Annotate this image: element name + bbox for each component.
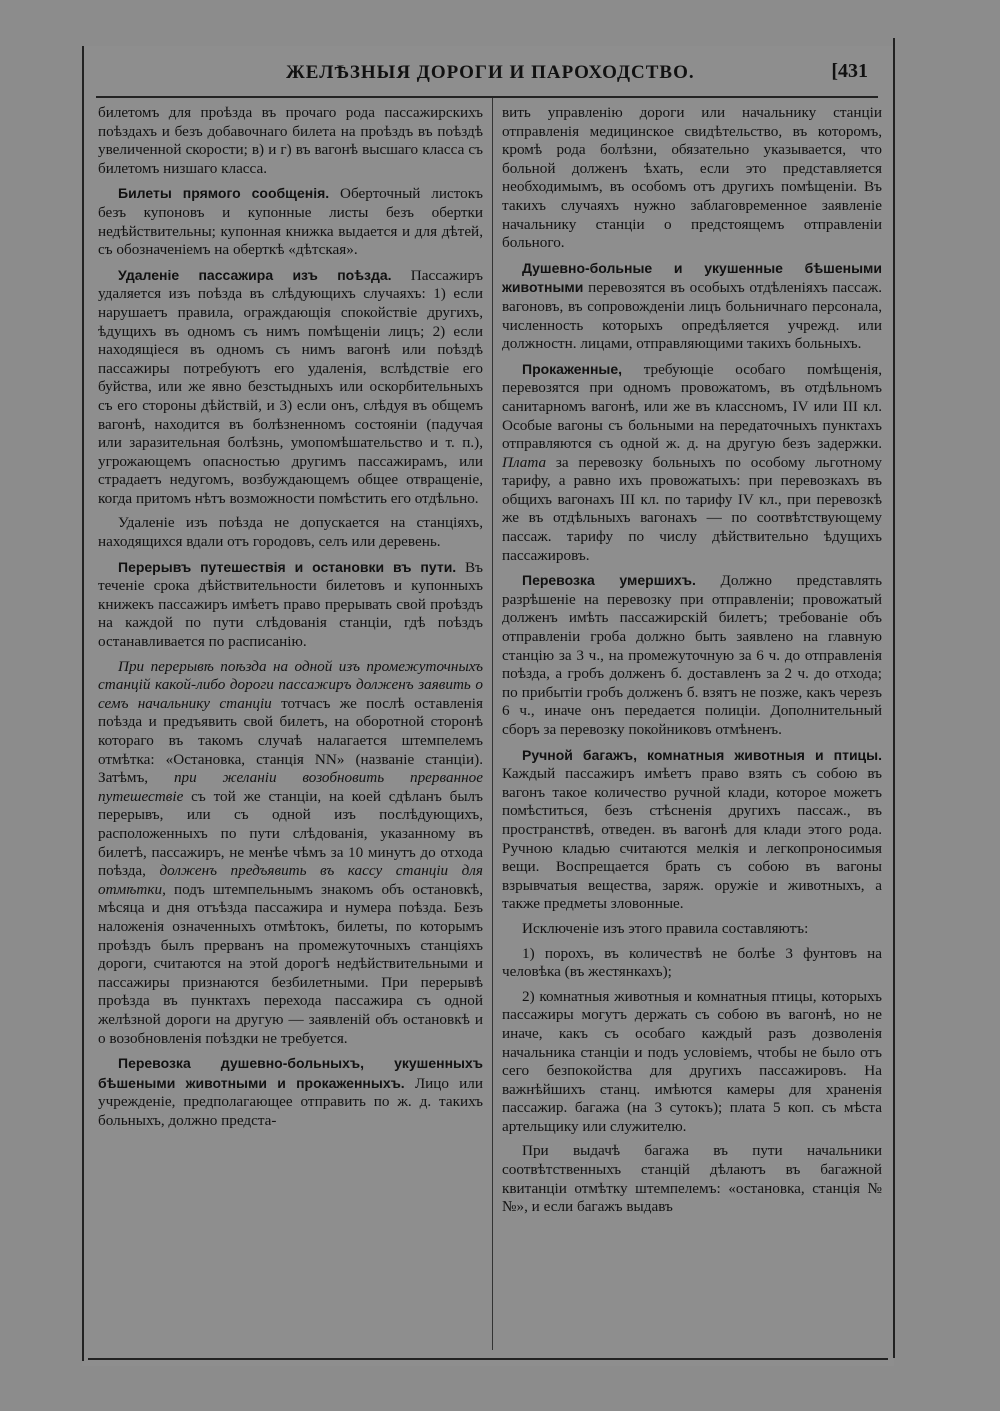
section-heading: Перерывъ путешествія и остановки въ пути. xyxy=(118,558,457,575)
paragraph: вить управленію дороги или начальнику станціи отправленія медицинское свидѣтельство, въ которомъ, кромѣ рода болѣзни, обязательно указывается, что больной долженъ ѣхать, если это представляется необходимымъ, въ особомъ отъ другихъ помѣщеніи. Въ такихъ случаяхъ нужно заблаговременное заявленіе начальнику станціи о предстоящемъ отправленіи больного. xyxy=(502,104,882,252)
section-heading: Перевозка душевно-больныхъ, укушенныхъ бѣшеными животными и прокаженныхъ. xyxy=(98,1055,483,1091)
header-rule xyxy=(96,96,878,98)
paragraph: Перевозка умершихъ. Должно представлять разрѣшеніе на перевозку при отправленіи; провожатый долженъ имѣть пассажирскій билетъ; требованіе объ отправленіи гроба должно быть заявлено на главную станцію за 3 ч., на промежуточную за 6 ч. до отправленія поѣзда, а гробъ долженъ б. доставленъ за 2 ч. до отхода; по прибытіи гробъ долженъ б. взятъ не позже, какъ черезъ 6 ч., иначе онъ передается полиціи. Дополнительный сборъ за перевозку покойниковъ отмѣненъ. xyxy=(502,572,882,738)
left-column xyxy=(98,104,483,1136)
section-heading: Билеты прямого сообщенія. xyxy=(118,185,330,202)
paragraph: Перевозка душевно-больныхъ, укушенныхъ бѣшеными животными и прокаженныхъ. Лицо или учрежденіе, предполагающее отправить по ж. д. такихъ больныхъ, должно предста- xyxy=(98,1055,484,1129)
paragraph: Исключеніе изъ этого правила составляютъ: xyxy=(522,919,809,937)
paragraph: Прокаженные, требующіе особаго помѣщенія, перевозятся при одномъ провожатомъ, въ отдѣльномъ санитарномъ вагонѣ, или же въ классномъ, IV или III кл. Особые вагоны съ больными на передаточныхъ пунктахъ отправляются съ одной ж. д. на другую безъ задержки. Плата за перевозку больныхъ по особому льготному тарифу, а равно ихъ провожатыхъ: при перевозкахъ въ общихъ вагонахъ III кл. по тарифу IV кл., при перевозкѣ же въ отдѣльныхъ вагонахъ — по соотвѣтствующему пассаж. тарифу по числу дѣйствительно ѣдущихъ пассажировъ. xyxy=(502,360,882,564)
section-heading: Ручной багажъ, комнатныя животныя и птицы. xyxy=(522,746,882,763)
paragraph: При перерывѣ поѣзда на одной изъ промежуточныхъ станцій какой-либо дороги пассажиръ долженъ заявить о семъ начальнику станціи тотчасъ же послѣ оставленія поѣзда и предъявить свой билетъ, на оборотной сторонѣ котораго въ такомъ случаѣ налагается штемпелемъ отмѣтка: «Остановка, станція NN» (названіе станціи). Затѣмъ, при желаніи возобновить прерванное путешествіе съ той же станціи, на коей сдѣланъ былъ перерывъ, или съ одной изъ послѣдующихъ, расположенныхъ по пути слѣдованія, указанному въ билетѣ, пассажиръ, не менѣе чѣмъ за 10 минутъ до отхода поѣзда, долженъ предъявить въ кассу станціи для отмѣтки, подъ штемпельнымъ знакомъ объ остановкѣ, мѣсяца и дня отъѣзда пассажира и нумера поѣзда. Безъ наложенія означенныхъ отмѣтокъ, билеты, по которымъ проѣздъ былъ прерванъ на промежуточныхъ станціяхъ дороги, считаются на этой дорогѣ недѣйствительными и пассажиры признаются безбилетными. При перерывѣ проѣзда въ пунктахъ перехода пассажира съ одной желѣзной дороги на другую — заявленій объ остановкѣ и о возобновленія поѣздки не требуется. xyxy=(98,657,483,1047)
column-divider xyxy=(492,98,493,1350)
paragraph: Удаленіе пассажира изъ поѣзда. Пассажиръ удаляется изъ поѣзда въ слѣдующихъ случаяхъ: 1) если нарушаетъ правила, ограждающія спокойствіе другихъ, ѣдущихъ въ одномъ съ нимъ помѣщеніи лицъ; 2) если находящіеся въ одномъ съ нимъ вагонѣ или поѣздѣ пассажиры потребуютъ его удаленія, вслѣдствіе его буйства, или же явно безстыдныхъ или оскорбительныхъ съ его стороны дѣйствій, и 3) если онъ, слѣдуя въ общемъ вагонѣ, находится въ болѣзненномъ состояніи (падучая или заразительная болѣзнь, умопомѣшательство и т. п.), угрожающемъ опасностью другимъ пассажирамъ, или страдаетъ недугомъ, возбуждающемъ общее отвращеніе, когда притомъ нѣтъ возможности помѣстить его отдѣльно. xyxy=(98,266,483,507)
paragraph: Душевно-больные и укушенные бѣшеными животными перевозятся въ особыхъ отдѣленіяхъ пассаж. вагоновъ, въ сопровожденіи лицъ больничнаго персонала, численность которыхъ опредѣляется учрежд. или должностн. лицами, отправляющими такихъ больныхъ. xyxy=(502,259,882,353)
paragraph: 2) комнатныя животныя и комнатныя птицы, которыхъ пассажиры могутъ держать съ собою въ вагонѣ, но не иначе, какъ съ особаго каждый разъ дозволенія начальника станціи и подъ условіемъ, чтобы не было отъ сего безпокойства для другихъ пассажировъ. На важнѣйшихъ станц. имѣются камеры для храненія пассажир. багажа (на 3 сутокъ); плата 5 коп. съ мѣста артельщику или служителю. xyxy=(502,987,882,1135)
paragraph: 1) порохъ, въ количествѣ не болѣе 3 фунтовъ на человѣка (въ жестянкахъ); xyxy=(502,944,882,981)
running-title: ЖЕЛѢЗНЫЯ ДОРОГИ И ПАРОХОДСТВО. xyxy=(286,62,695,83)
paragraph: Ручной багажъ, комнатныя животныя и птицы. Каждый пассажиръ имѣетъ право взять съ собою въ вагонъ такое количество ручной клади, которое можетъ помѣститься, безъ стѣсненія другихъ пассаж., въ пространствѣ, отведен. въ вагонѣ для клади этого рода. Ручною кладью считаются мелкія и легкопроносимыя вещи. Воспрещается брать съ собою въ вагоны взрывчатыя вещества, заряж. оружіе и животныхъ, а также предметы зловонные. xyxy=(502,746,882,913)
paragraph: билетомъ для проѣзда въ прочаго рода пассажирскихъ поѣздахъ и безъ добавочнаго билета на проѣздъ въ поѣздѣ увеличенной скорости; в) и г) въ вагонѣ высшаго класса съ билетомъ низшаго класса. xyxy=(98,104,483,177)
section-heading: Прокаженные, xyxy=(522,360,623,377)
right-column xyxy=(502,104,882,1223)
page-number: [431 xyxy=(831,60,868,82)
paragraph: Удаленіе изъ поѣзда не допускается на станціяхъ, находящихся вдали отъ городовъ, селъ или деревень. xyxy=(98,514,483,551)
page-frame-bottom xyxy=(88,1358,888,1360)
section-heading: Удаленіе пассажира изъ поѣзда. xyxy=(118,266,392,283)
paragraph: При выдачѣ багажа въ пути начальники соотвѣтственныхъ станцій дѣлаютъ въ багажной квитанціи отмѣтку штемпелемъ: «остановка, станція №№», и если багажъ выдавъ xyxy=(502,1142,882,1216)
page-frame-right xyxy=(893,38,895,1358)
section-heading: Душевно-больные и укушенные бѣшеными животными xyxy=(502,259,882,296)
running-header xyxy=(96,60,874,88)
page-frame-left xyxy=(82,46,84,1361)
paragraph: Перерывъ путешествія и остановки въ пути. Въ теченіе срока дѣйствительности билетовъ и купонныхъ книжекъ пассажиръ имѣетъ право прерывать свой проѣздъ на каждой по пути слѣдованія станціи, гдѣ поѣздъ останавливается по расписанію. xyxy=(98,558,484,651)
paragraph: Билеты прямого сообщенія. Оберточный листокъ безъ купоновъ и купонные листы безъ обертки недѣйствительны; купонная книжка выдается и для дѣтей, съ обозначеніемъ на оберткѣ «дѣтская». xyxy=(98,185,484,259)
section-heading: Перевозка умершихъ. xyxy=(522,572,696,589)
